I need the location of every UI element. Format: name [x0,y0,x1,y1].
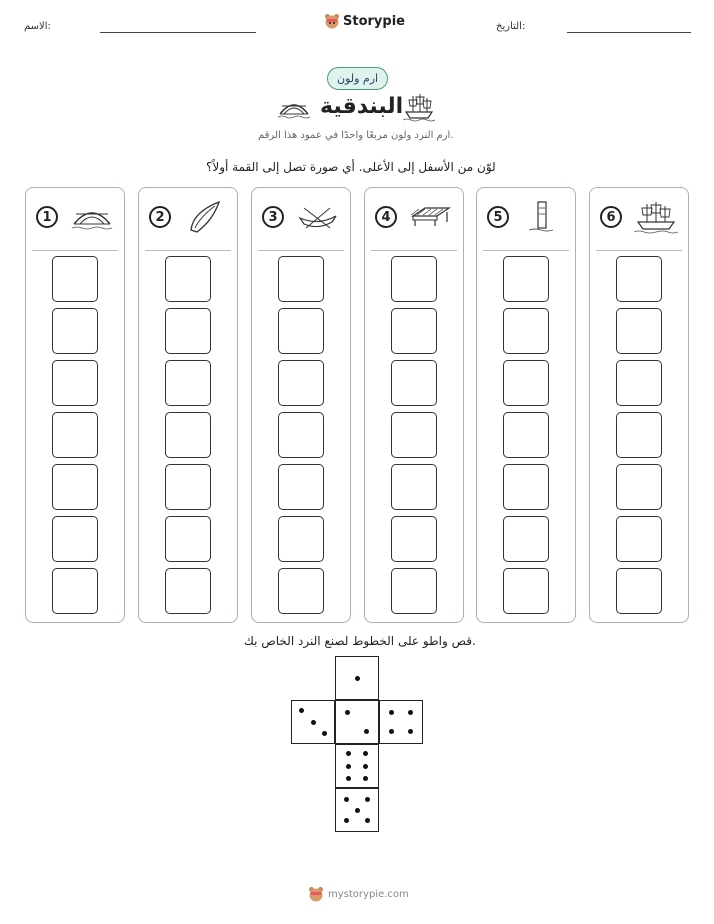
color-square[interactable] [278,568,324,614]
sailing-ship-icon [634,200,678,234]
dice-pip [346,764,351,769]
dice-pip [389,729,394,734]
column-number: 2 [149,206,171,228]
dock-icon [409,200,453,234]
dice-pip [344,818,349,823]
column-divider [371,250,457,251]
page-title: البندقية [320,94,404,119]
color-square[interactable] [616,256,662,302]
dice-face-6 [335,744,379,788]
column-divider [145,250,231,251]
coloring-instruction: لوّن من الأسفل إلى الأعلى. أي صورة تصل إلى القمة أولاً؟ [206,160,496,174]
color-square[interactable] [391,464,437,510]
color-square[interactable] [278,412,324,458]
column-divider [596,250,682,251]
dice-pip [345,710,350,715]
color-square[interactable] [52,568,98,614]
color-square[interactable] [391,516,437,562]
dice-pip [363,764,368,769]
color-square[interactable] [165,568,211,614]
column-number: 5 [487,206,509,228]
dice-pip [355,808,360,813]
color-square[interactable] [165,308,211,354]
color-square[interactable] [52,464,98,510]
column-divider [32,250,118,251]
color-square[interactable] [391,360,437,406]
color-square[interactable] [52,516,98,562]
color-square[interactable] [503,360,549,406]
column-5 [476,187,576,623]
bridge-icon [278,94,310,120]
color-square[interactable] [503,308,549,354]
mooring-pole-icon [521,200,565,234]
color-square[interactable] [391,256,437,302]
color-square[interactable] [165,516,211,562]
color-square[interactable] [278,464,324,510]
color-square[interactable] [503,412,549,458]
color-square[interactable] [616,568,662,614]
column-number: 4 [375,206,397,228]
color-square[interactable] [278,360,324,406]
column-divider [483,250,569,251]
color-square[interactable] [278,308,324,354]
color-square[interactable] [616,360,662,406]
color-square[interactable] [52,308,98,354]
bear-mascot-icon [324,13,340,30]
dice-pip [389,710,394,715]
color-square[interactable] [165,360,211,406]
brand-name: Storypie [343,14,405,29]
color-square[interactable] [616,516,662,562]
column-number: 1 [36,206,58,228]
footer [308,886,409,903]
color-square[interactable] [616,308,662,354]
dice-pip [346,751,351,756]
color-square[interactable] [616,412,662,458]
color-square[interactable] [52,412,98,458]
dice-pip [355,676,360,681]
rowboat-icon [296,200,340,234]
subtitle: ارم النرد ولون مربعًا واحدًا في عمود هذا الرقم. [258,130,454,141]
dice-face-2 [335,700,379,744]
color-square[interactable] [503,568,549,614]
color-square[interactable] [391,568,437,614]
date-line[interactable] [567,32,691,33]
dice-pip [364,729,369,734]
dice-pip [363,751,368,756]
dice-face-1 [335,656,379,700]
color-square[interactable] [616,464,662,510]
dice-pip [408,710,413,715]
column-1 [25,187,125,623]
column-3 [251,187,351,623]
color-square[interactable] [503,256,549,302]
column-number: 3 [262,206,284,228]
date-label: التاريخ: [496,21,526,32]
footer-url[interactable]: mystorypie.com [328,889,409,900]
bear-mascot-icon [308,886,324,903]
color-square[interactable] [278,516,324,562]
dice-pip [344,797,349,802]
dice-pip [322,731,327,736]
dice-pip [365,818,370,823]
dice-pip [408,729,413,734]
color-square[interactable] [278,256,324,302]
color-square[interactable] [165,412,211,458]
dice-pip [311,720,316,725]
color-square[interactable] [503,516,549,562]
dice-pip [363,776,368,781]
color-square[interactable] [52,256,98,302]
column-2 [138,187,238,623]
sailing-ship-icon [403,92,435,122]
activity-badge: ارم ولون [327,67,388,90]
dice-pip [365,797,370,802]
column-4 [364,187,464,623]
cut-instruction: قص واطو على الخطوط لصنع النرد الخاص بك. [244,634,476,648]
color-square[interactable] [52,360,98,406]
color-square[interactable] [165,464,211,510]
brand-logo [324,13,405,30]
dice-face-3 [291,700,335,744]
bridge-icon [70,200,114,234]
dice-face-4 [379,700,423,744]
name-label: الاسم: [24,21,51,32]
name-line[interactable] [100,32,256,33]
gondola-icon [183,200,227,234]
color-square[interactable] [391,412,437,458]
dice-pip [346,776,351,781]
column-6 [589,187,689,623]
color-square[interactable] [165,256,211,302]
color-square[interactable] [391,308,437,354]
dice-face-5 [335,788,379,832]
color-square[interactable] [503,464,549,510]
column-number: 6 [600,206,622,228]
dice-pip [299,708,304,713]
column-divider [258,250,344,251]
